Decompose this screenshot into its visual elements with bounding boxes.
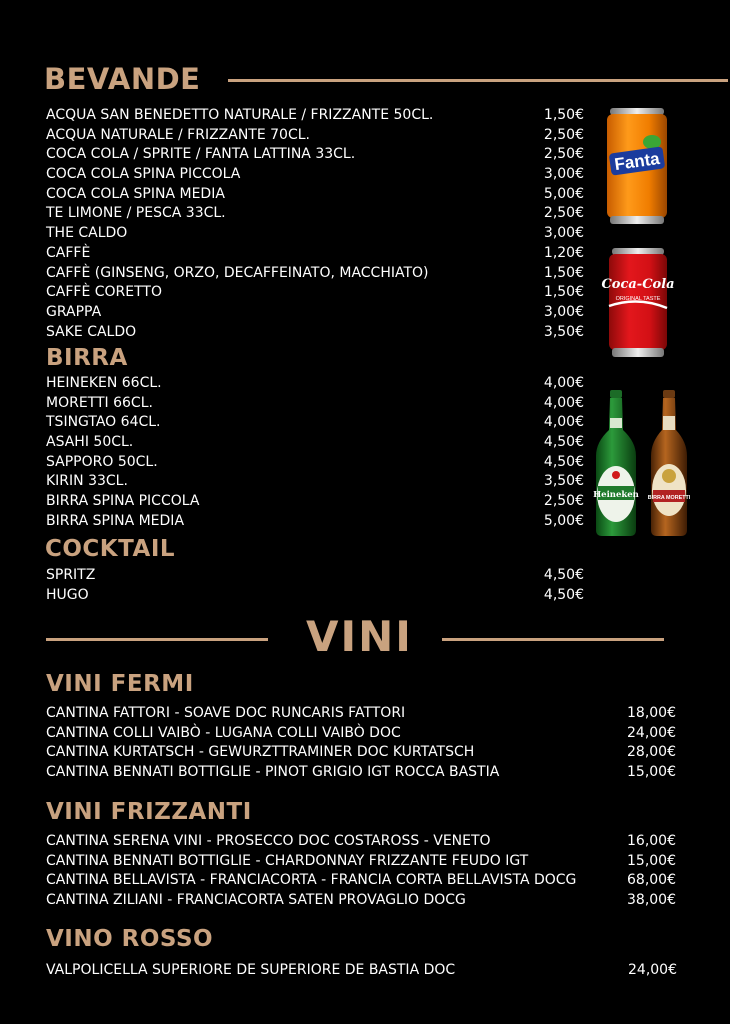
menu-item [46,185,584,205]
moretti-logo: BIRRA MORETTI [647,495,691,501]
menu-item-name: SPRITZ [46,567,96,583]
menu-item-price: 1,20€ [543,244,584,261]
menu-item [46,283,584,303]
menu-item-name: HUGO [46,586,89,603]
menu-item [46,586,584,606]
section-title-bevande: BEVANDE [44,62,201,96]
menu-item-price: 1,50€ [543,284,584,301]
menu-item [46,413,584,433]
bevande-list [46,106,584,342]
menu-item-price: 4,00€ [543,375,584,391]
menu-item-name: CANTINA BELLAVISTA - FRANCIACORTA - FRANCIA CORTA BELLAVISTA DOCG [46,872,577,889]
menu-item-name: THE CALDO [46,225,128,242]
menu-item-price: 4,50€ [543,586,584,603]
menu-item-price: 4,50€ [543,567,584,583]
menu-item-price: 3,50€ [543,473,584,490]
menu-item-price: 5,00€ [543,512,584,529]
vini-frizzanti-list [46,832,676,911]
menu-item [46,724,676,744]
menu-item [46,492,584,512]
menu-item-price: 3,00€ [543,303,584,320]
menu-item-price: 2,50€ [543,146,584,163]
menu-item-price: 24,00€ [628,962,677,978]
divider [46,638,268,641]
menu-item [46,961,677,981]
menu-item-name: CAFFÈ CORETTO [46,284,162,301]
menu-item [46,512,584,532]
menu-item-price: 3,00€ [543,166,584,183]
menu-item-name: ACQUA NATURALE / FRIZZANTE 70CL. [46,126,310,143]
vino-rosso-list [46,961,677,981]
birra-list [46,374,584,532]
menu-item-name: KIRIN 33CL. [46,473,128,490]
menu-item-name: COCA COLA SPINA MEDIA [46,185,225,202]
menu-item [46,891,676,911]
menu-item [46,323,584,343]
menu-item-price: 1,50€ [543,107,584,123]
menu-item [46,374,584,394]
menu-item-price: 15,00€ [627,852,676,869]
heineken-bottle-image [592,390,640,536]
menu-item-name: CAFFÈ (GINSENG, ORZO, DECAFFEINATO, MACCHIATO) [46,264,429,281]
menu-item [46,566,584,586]
menu-item [46,433,584,453]
menu-item-price: 2,50€ [543,126,584,143]
section-title-cocktail: COCKTAIL [45,536,176,562]
menu-item-price: 4,50€ [543,453,584,470]
menu-item-price: 16,00€ [627,833,676,849]
menu-item-price: 68,00€ [627,872,676,889]
menu-item-price: 28,00€ [627,744,676,761]
menu-item [46,204,584,224]
divider [228,79,728,82]
menu-item-price: 5,00€ [543,185,584,202]
cocktail-list [46,566,584,605]
coca-cola-subtitle: ORIGINAL TASTE [615,296,661,302]
menu-item-name: COCA COLA / SPRITE / FANTA LATTINA 33CL. [46,146,356,163]
section-title-birra: BIRRA [46,345,128,371]
heineken-logo: Heineken [593,490,639,500]
menu-item-name: TSINGTAO 64CL. [46,414,161,431]
menu-item-price: 3,00€ [543,225,584,242]
menu-item-price: 38,00€ [627,892,676,909]
moretti-bottle-image [648,390,690,536]
menu-item-price: 3,50€ [543,323,584,340]
menu-item-name: CANTINA KURTATSCH - GEWURZTTRAMINER DOC KURTATSCH [46,744,475,761]
menu-item [46,394,584,414]
menu-item-name: ASAHI 50CL. [46,434,134,451]
menu-item [46,264,584,284]
menu-item-name: CANTINA FATTORI - SOAVE DOC RUNCARIS FATTORI [46,705,406,721]
menu-item-name: CANTINA BENNATI BOTTIGLIE - CHARDONNAY FRIZZANTE FEUDO IGT [46,852,529,869]
menu-item [46,763,676,783]
menu-item-name: CAFFÈ [46,244,91,261]
menu-item [46,303,584,323]
menu-item [46,224,584,244]
menu-item-name: TE LIMONE / PESCA 33CL. [46,205,226,222]
menu-item [46,704,676,724]
menu-item-name: CANTINA COLLI VAIBÒ - LUGANA COLLI VAIBÒ DOC [46,724,401,741]
section-title-vini: VINI [306,612,413,661]
menu-item [46,106,584,126]
menu-item-name: COCA COLA SPINA PICCOLA [46,166,241,183]
section-title-vini-frizzanti: VINI FRIZZANTI [46,799,252,825]
vini-fermi-list [46,704,676,783]
menu-item-name: MORETTI 66CL. [46,394,153,411]
menu-item [46,743,676,763]
menu-item-price: 2,50€ [543,205,584,222]
menu-item [46,852,676,872]
menu-item-name: CANTINA SERENA VINI - PROSECCO DOC COSTAROSS - VENETO [46,833,491,849]
fanta-can-image [604,108,670,226]
menu-item-name: SAKE CALDO [46,323,137,340]
menu-item-price: 15,00€ [627,764,676,781]
menu-item-price: 24,00€ [627,724,676,741]
menu-item-price: 4,50€ [543,434,584,451]
menu-item [46,453,584,473]
menu-item-price: 18,00€ [627,705,676,721]
section-title-vini-fermi: VINI FERMI [46,671,194,697]
menu-item [46,244,584,264]
menu-item [46,165,584,185]
fanta-logo: Fanta [613,148,661,175]
menu-item [46,472,584,492]
menu-item-name: BIRRA SPINA PICCOLA [46,493,200,510]
menu-item-name: VALPOLICELLA SUPERIORE DE SUPERIORE DE BASTIA DOC [46,962,456,978]
menu-item-name: GRAPPA [46,303,102,320]
menu-item-name: HEINEKEN 66CL. [46,375,162,391]
menu-item-name: BIRRA SPINA MEDIA [46,512,185,529]
menu-item-price: 4,00€ [543,394,584,411]
menu-item-price: 2,50€ [543,493,584,510]
menu-item-name: CANTINA ZILIANI - FRANCIACORTA SATEN PROVAGLIO DOCG [46,892,466,909]
menu-item [46,126,584,146]
coca-cola-logo: Coca-Cola [601,277,675,292]
menu-item-name: ACQUA SAN BENEDETTO NATURALE / FRIZZANTE 50CL. [46,107,434,123]
menu-item-price: 4,00€ [543,414,584,431]
section-title-vino-rosso: VINO ROSSO [46,926,214,952]
menu-item [46,832,676,852]
menu-item-price: 1,50€ [543,264,584,281]
divider [442,638,664,641]
menu-item [46,871,676,891]
coca-cola-can-image [601,248,675,358]
menu-item [46,145,584,165]
menu-item-name: SAPPORO 50CL. [46,453,158,470]
menu-item-name: CANTINA BENNATI BOTTIGLIE - PINOT GRIGIO IGT ROCCA BASTIA [46,764,500,781]
